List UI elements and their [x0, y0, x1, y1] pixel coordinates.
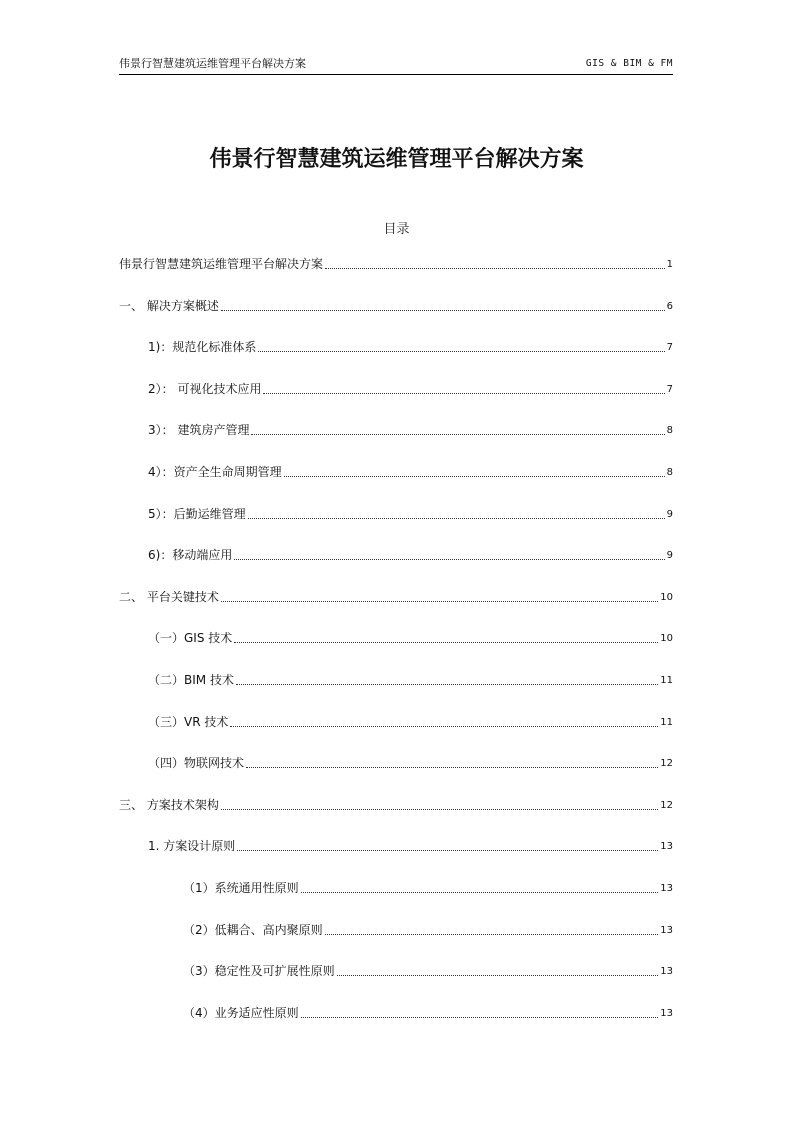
toc-heading: 目录 [383, 222, 410, 237]
toc-entry-text: 5）：后勤运维管理 [148, 507, 246, 521]
toc-entry-page: 13 [660, 966, 673, 977]
toc-entry-text: （4）业务适应性原则 [183, 1006, 299, 1020]
toc-entry-text: （2）低耦合、高内聚原则 [183, 923, 323, 937]
toc-leader-dots [263, 393, 664, 394]
toc-entry[interactable] [148, 714, 673, 730]
toc-entry-text: 4）：资产全生命周期管理 [148, 465, 282, 479]
toc-leader-dots [230, 726, 658, 727]
toc-entry-text: 1)：规范化标准体系 [148, 340, 257, 354]
toc-entry-page: 11 [660, 717, 673, 728]
toc-entry-page: 8 [666, 467, 673, 478]
toc-leader-dots [234, 642, 658, 643]
toc-leader-dots [337, 975, 659, 976]
toc-leader-dots [248, 518, 665, 519]
toc-entry-text: （1）系统通用性原则 [183, 881, 299, 895]
header-left-title: 伟景行智慧建筑运维管理平台解决方案 [119, 57, 306, 70]
toc-leader-dots [325, 268, 665, 269]
toc-entry[interactable] [119, 797, 673, 813]
toc-leader-dots [237, 850, 658, 851]
toc-entry[interactable] [148, 547, 673, 563]
toc-entry-text: 伟景行智慧建筑运维管理平台解决方案 [119, 257, 324, 271]
toc-leader-dots [221, 601, 658, 602]
page-header [119, 57, 673, 75]
toc-leader-dots [236, 684, 658, 685]
toc-entry[interactable] [183, 880, 673, 896]
toc-entry-page: 13 [660, 1008, 673, 1019]
toc-leader-dots [251, 434, 664, 435]
toc-entry-text: （二）BIM 技术 [148, 673, 234, 687]
toc-leader-dots [258, 351, 664, 352]
toc-entry-page: 9 [666, 509, 673, 520]
toc-entry[interactable] [148, 464, 673, 480]
toc-leader-dots [301, 892, 659, 893]
toc-entry-text: 一、 解决方案概述 [119, 299, 219, 313]
toc-entry[interactable] [148, 422, 673, 438]
toc-leader-dots [246, 767, 658, 768]
toc-entry-page: 13 [660, 841, 673, 852]
toc-entry-page: 12 [660, 758, 673, 769]
document-title: 伟景行智慧建筑运维管理平台解决方案 [209, 147, 584, 172]
toc-entry-text: 2）： 可视化技术应用 [148, 382, 262, 396]
toc-entry-text: （四）物联网技术 [148, 756, 245, 770]
toc-entry-page: 13 [660, 925, 673, 936]
toc-entry[interactable] [119, 298, 673, 314]
toc-entry-text: 6)：移动端应用 [148, 548, 233, 562]
toc-entry-text: （三）VR 技术 [148, 715, 229, 729]
toc-entry[interactable] [148, 755, 673, 771]
toc-entry-page: 13 [660, 883, 673, 894]
toc-entry-text: 3）： 建筑房产管理 [148, 423, 250, 437]
toc-entry[interactable] [148, 339, 673, 355]
toc-entry-page: 9 [666, 550, 673, 561]
toc-entry[interactable] [148, 838, 673, 854]
toc-entry[interactable] [119, 256, 673, 272]
toc-entry-page: 12 [660, 800, 673, 811]
toc-leader-dots [234, 559, 664, 560]
toc-leader-dots [221, 310, 665, 311]
toc-entry-page: 10 [660, 633, 673, 644]
toc-entry-text: 三、 方案技术架构 [119, 798, 219, 812]
toc-entry-text: （一）GIS 技术 [148, 631, 233, 645]
toc-leader-dots [301, 1017, 659, 1018]
toc-entry[interactable] [183, 1005, 673, 1021]
toc-entry-page: 11 [660, 675, 673, 686]
toc-entry-text: （3）稳定性及可扩展性原则 [183, 964, 335, 978]
toc-entry[interactable] [183, 922, 673, 938]
toc-entry-text: 1. 方案设计原则 [148, 839, 236, 853]
header-right-title: GIS & BIM & FM [585, 58, 673, 69]
toc-leader-dots [284, 476, 665, 477]
toc-entry[interactable] [148, 506, 673, 522]
toc-leader-dots [221, 809, 658, 810]
toc-entry[interactable] [148, 672, 673, 688]
toc-leader-dots [325, 934, 659, 935]
toc-entry-page: 7 [666, 342, 673, 353]
toc-entry[interactable] [148, 630, 673, 646]
toc-entry[interactable] [183, 963, 673, 979]
toc-entry-page: 6 [666, 301, 673, 312]
toc-entry-page: 8 [666, 425, 673, 436]
toc-entry-page: 10 [660, 592, 673, 603]
toc-entry-page: 1 [666, 259, 673, 270]
toc-entry[interactable] [119, 589, 673, 605]
toc-entry-page: 7 [666, 384, 673, 395]
toc-entry[interactable] [148, 381, 673, 397]
toc-entry-text: 二、 平台关键技术 [119, 590, 219, 604]
